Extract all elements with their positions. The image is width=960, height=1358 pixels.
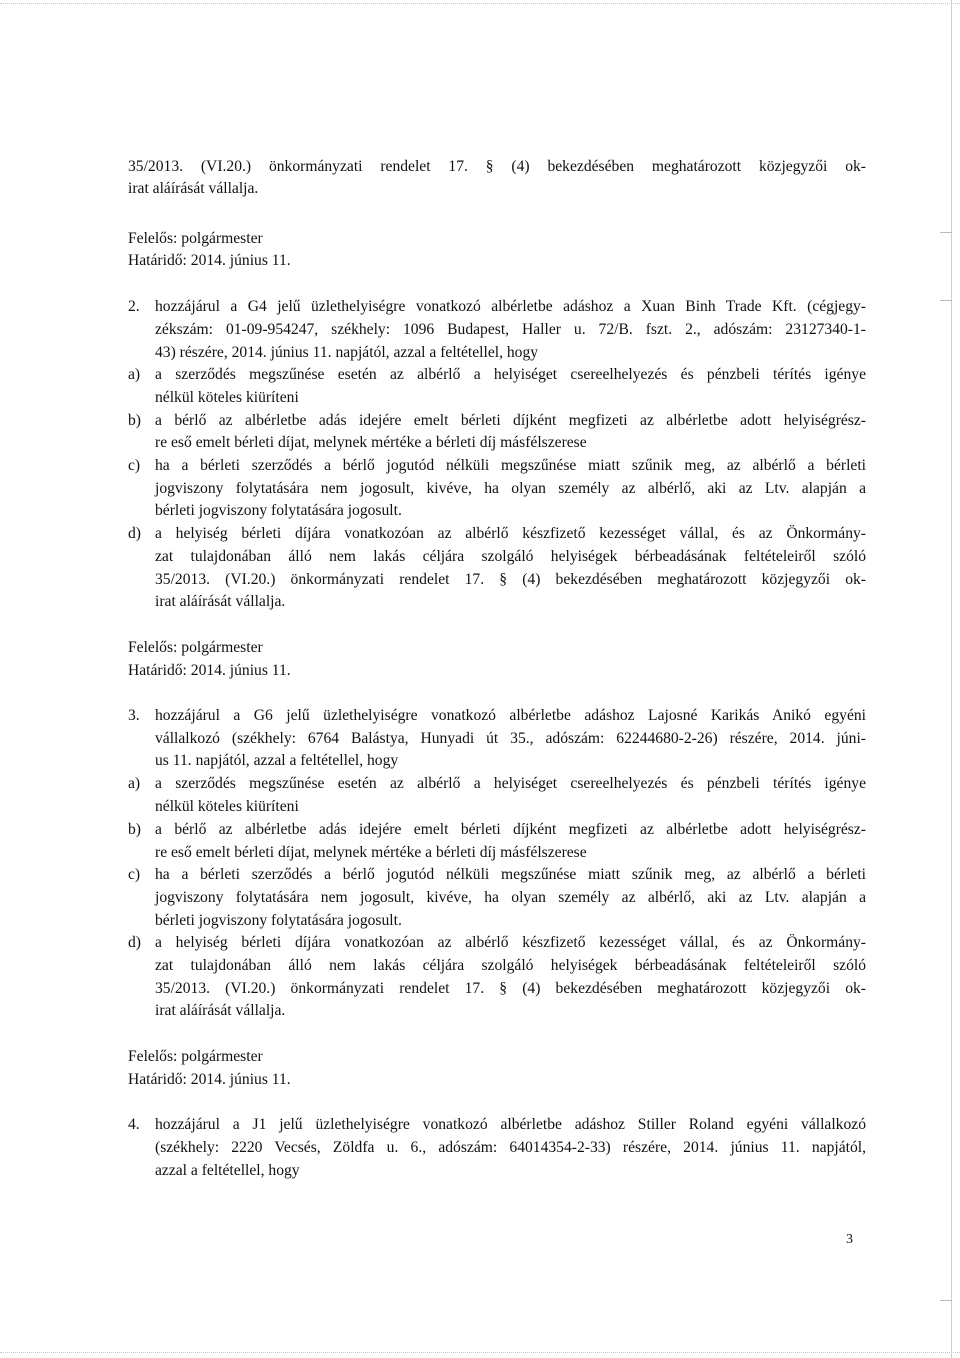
subitem-text-line: irat aláírását vállalja. xyxy=(155,593,286,610)
subitem-text-line: a helyiség bérleti díjára vonatkozóan az albérlő készfizető kezességet vállal, és az Önkormány- xyxy=(155,525,866,542)
subitem-label: c) xyxy=(128,457,141,474)
deadline: Határidő: 2014. június 11. xyxy=(128,662,291,679)
subitem-label: d) xyxy=(128,934,141,951)
subitem-text-line: zat tulajdonában álló nem lakás céljára szolgáló helyiségek bérbeadásának feltételeiről szóló xyxy=(155,957,866,974)
item-text-line: hozzájárul a J1 jelű üzlethelyiségre vonatkozó albérletbe adáshoz Stiller Roland egyéni vállalkozó xyxy=(155,1116,866,1133)
subitem-text-line: ha a bérleti szerződés a bérlő jogutód nélküli megszűnése miatt szűnik meg, az albérlő a bérleti xyxy=(155,457,866,474)
subitem-text-line: jogviszony folytatására nem jogosult, kivéve, ha olyan személy az albérlő, aki az Ltv. alapján a xyxy=(155,889,866,906)
subitem-text-line: bérleti jogviszony folytatására jogosult. xyxy=(155,502,402,519)
scan-edge-tick xyxy=(940,300,952,301)
responsible-person: Felelős: polgármester xyxy=(128,230,263,247)
body-text-line: irat aláírását vállalja. xyxy=(128,180,259,197)
subitem-label: c) xyxy=(128,866,141,883)
subitem-text-line: a szerződés megszűnése esetén az albérlő a helyiséget csereelhelyezés és pénzbeli térítés igénye xyxy=(155,775,866,792)
subitem-text-line: re eső emelt bérleti díjat, melynek mértéke a bérleti díj másfélszerese xyxy=(155,844,587,861)
responsible-person: Felelős: polgármester xyxy=(128,1048,263,1065)
subitem-label: a) xyxy=(128,775,141,792)
item-text-line: us 11. napjától, azzal a feltétellel, hogy xyxy=(155,752,399,769)
deadline: Határidő: 2014. június 11. xyxy=(128,252,291,269)
item-text-line: hozzájárul a G6 jelű üzlethelyiségre vonatkozó albérletbe adáshoz Lajosné Karikás Anikó egyéni xyxy=(155,707,866,724)
item-text-line: hozzájárul a G4 jelű üzlethelyiségre vonatkozó albérletbe adáshoz a Xuan Binh Trade Kft. (cégjegy- xyxy=(155,298,866,315)
item-text-line: azzal a feltétellel, hogy xyxy=(155,1162,300,1179)
item-text-line: (székhely: 2220 Vecsés, Zöldfa u. 6., adószám: 64014354-2-33) részére, 2014. június 11. napjától, xyxy=(155,1139,866,1156)
subitem-text-line: nélkül köteles kiüríteni xyxy=(155,798,299,815)
subitem-text-line: nélkül köteles kiüríteni xyxy=(155,389,299,406)
subitem-text-line: a szerződés megszűnése esetén az albérlő a helyiséget csereelhelyezés és pénzbeli térítés igénye xyxy=(155,366,866,383)
scan-edge-top xyxy=(0,3,960,4)
subitem-text-line: irat aláírását vállalja. xyxy=(155,1002,286,1019)
subitem-text-line: 35/2013. (VI.20.) önkormányzati rendelet 17. § (4) bekezdésében meghatározott közjegyzői ok- xyxy=(155,980,866,997)
subitem-text-line: a helyiség bérleti díjára vonatkozóan az albérlő készfizető kezességet vállal, és az Önkormány- xyxy=(155,934,866,951)
subitem-label: b) xyxy=(128,412,141,429)
subitem-label: b) xyxy=(128,821,141,838)
subitem-text-line: re eső emelt bérleti díjat, melynek mértéke a bérleti díj másfélszerese xyxy=(155,434,587,451)
scan-edge-right xyxy=(951,0,952,1358)
item-number: 3. xyxy=(128,707,140,724)
subitem-text-line: bérleti jogviszony folytatására jogosult. xyxy=(155,912,402,929)
item-number: 2. xyxy=(128,298,140,315)
responsible-person: Felelős: polgármester xyxy=(128,639,263,656)
subitem-text-line: jogviszony folytatására nem jogosult, kivéve, ha olyan személy az albérlő, aki az Ltv. alapján a xyxy=(155,480,866,497)
subitem-label: d) xyxy=(128,525,141,542)
subitem-text-line: ha a bérleti szerződés a bérlő jogutód nélküli megszűnése miatt szűnik meg, az albérlő a bérleti xyxy=(155,866,866,883)
body-text-line: 35/2013. (VI.20.) önkormányzati rendelet 17. § (4) bekezdésében meghatározott közjegyzői ok- xyxy=(128,158,866,175)
subitem-text-line: a bérlő az albérletbe adás idejére emelt bérleti díjként megfizeti az albérletbe adott helyiségrész- xyxy=(155,412,866,429)
scan-edge-bottom xyxy=(0,1352,960,1353)
item-text-line: zékszám: 01-09-954247, székhely: 1096 Budapest, Haller u. 72/B. fszt. 2., adószám: 23127340-1- xyxy=(155,321,866,338)
subitem-text-line: zat tulajdonában álló nem lakás céljára szolgáló helyiségek bérbeadásának feltételeiről szóló xyxy=(155,548,866,565)
item-text-line: vállalkozó (székhely: 6764 Balástya, Hunyadi út 35., adószám: 62244680-2-26) részére, 2014. júni- xyxy=(155,730,866,747)
item-text-line: 43) részére, 2014. június 11. napjától, azzal a feltétellel, hogy xyxy=(155,344,539,361)
deadline: Határidő: 2014. június 11. xyxy=(128,1071,291,1088)
page-number: 3 xyxy=(846,1232,853,1247)
subitem-label: a) xyxy=(128,366,141,383)
item-number: 4. xyxy=(128,1116,140,1133)
scan-edge-tick xyxy=(940,1300,952,1301)
subitem-text-line: a bérlő az albérletbe adás idejére emelt bérleti díjként megfizeti az albérletbe adott helyiségrész- xyxy=(155,821,866,838)
scan-edge-tick xyxy=(940,232,952,233)
subitem-text-line: 35/2013. (VI.20.) önkormányzati rendelet 17. § (4) bekezdésében meghatározott közjegyzői ok- xyxy=(155,571,866,588)
